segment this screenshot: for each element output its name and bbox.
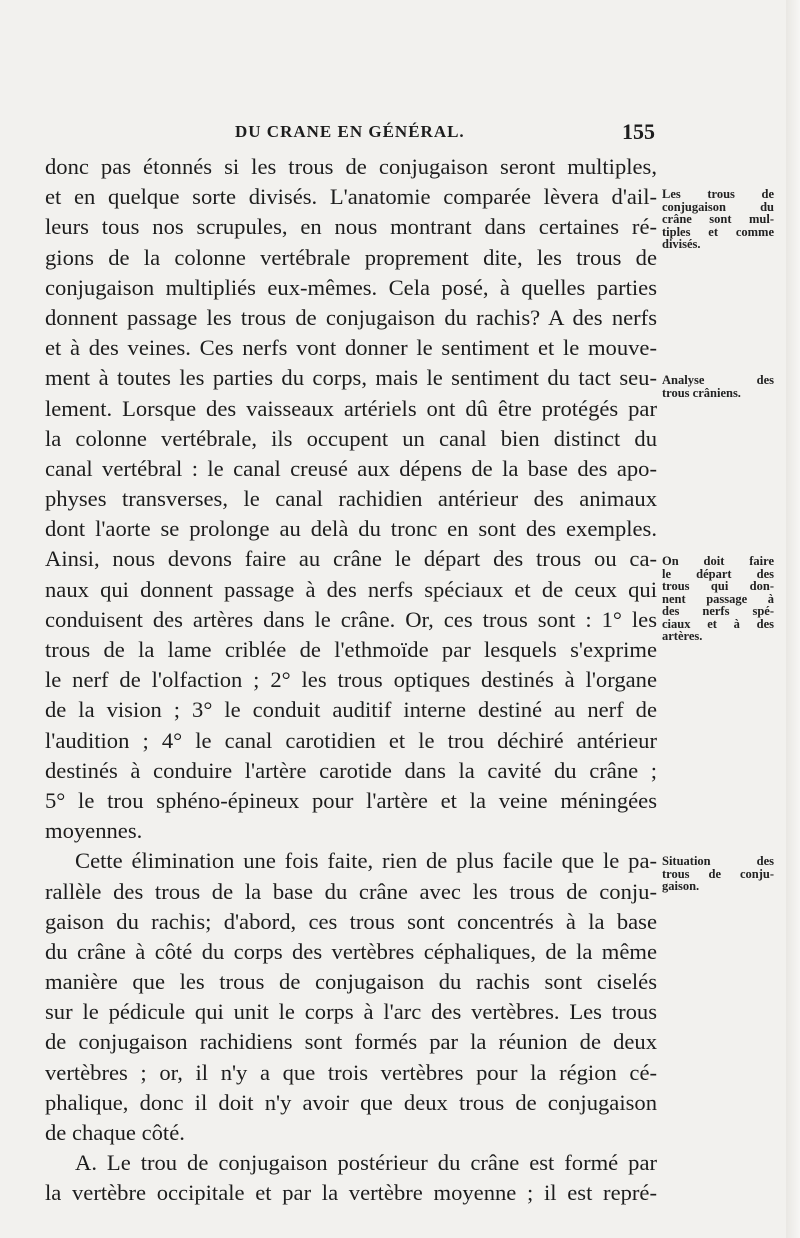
margin-note-line: nent passage à (662, 591, 774, 606)
text-line: sur le pédicule qui unit le corps à l'arc des vertèbres. Les trous (45, 999, 657, 1025)
body-text (45, 152, 657, 1209)
text-line: Cette élimination une fois faite, rien de plus facile que le pa- (75, 848, 657, 874)
text-line: A. Le trou de conjugaison postérieur du crâne est formé par (75, 1150, 657, 1176)
margin-note-line: ciaux et à des (662, 616, 774, 631)
margin-note-line: divisés. (662, 237, 701, 251)
text-line: ment à toutes les parties du corps, mais le sentiment du tact seu- (45, 365, 657, 391)
text-line: donc pas étonnés si les trous de conjugaison seront multiples, (45, 154, 657, 179)
margin-note-line: le départ des (662, 566, 774, 581)
text-line: dont l'aorte se prolonge au delà du tronc en sont des exemples. (45, 516, 657, 542)
margin-note-line: artères. (662, 629, 703, 643)
text-line: donnent passage les trous de conjugaison du rachis? A des nerfs (45, 304, 657, 330)
margin-note-line: Situation des (662, 854, 774, 868)
text-line: l'audition ; 4° le canal carotidien et le trou déchiré antérieur (45, 727, 657, 753)
text-line: la vertèbre occipitale et par la vertèbre moyenne ; il est repré- (45, 1180, 657, 1206)
margin-note-line: crâne sont mul- (662, 212, 774, 226)
text-line: phalique, donc il doit n'y avoir que deux trous de conjugaison (45, 1089, 657, 1115)
text-line: conduisent des artères dans le crâne. Or, ces trous sont : 1° les (45, 606, 657, 632)
margin-note-line: Analyse des (662, 373, 774, 387)
text-line: du crâne à côté du corps des vertèbres céphaliques, de la même (45, 938, 657, 964)
margin-note-line: On doit faire (662, 554, 774, 568)
text-line: naux qui donnent passage à des nerfs spéciaux et de ceux qui (45, 576, 657, 602)
text-line: le nerf de l'olfaction ; 2° les trous optiques destinés à l'organe (45, 667, 657, 693)
text-line: conjugaison multipliés eux-mêmes. Cela posé, à quelles parties (45, 274, 657, 300)
margin-note (662, 855, 774, 893)
text-line: Ainsi, nous devons faire au crâne le départ des trous ou ca- (45, 546, 657, 572)
page-edge (786, 0, 800, 1238)
margin-note (662, 188, 774, 251)
margin-note-line: trous crâniens. (662, 385, 741, 400)
text-line: rallèle des trous de la base du crâne avec les trous de conju- (45, 878, 657, 904)
margin-note-line: gaison. (662, 879, 700, 893)
text-line: 5° le trou sphéno-épineux pour l'artère et la veine méningées (45, 787, 657, 813)
text-line: destinés à conduire l'artère carotide dans la cavité du crâne ; (45, 757, 657, 783)
text-line: trous de la lame criblée de l'ethmoïde par lesquels s'exprime (45, 637, 657, 662)
margin-note (662, 374, 774, 399)
margin-note (662, 555, 774, 643)
margin-note-line: trous de conju- (662, 866, 774, 881)
text-line: de la vision ; 3° le conduit auditif interne destiné au nerf de (45, 697, 657, 723)
running-title: DU CRANE EN GÉNÉRAL. (235, 122, 465, 141)
text-line: et en quelque sorte divisés. L'anatomie comparée lèvera d'ail- (45, 184, 657, 210)
text-line: de chaque côté. (45, 1120, 185, 1145)
margin-note-line: trous qui don- (662, 579, 774, 593)
text-line: vertèbres ; or, il n'y a que trois vertèbres pour la région cé- (45, 1059, 657, 1085)
text-line: physes transverses, le canal rachidien antérieur des animaux (45, 486, 657, 512)
page-number: 155 (622, 119, 655, 144)
text-line: de conjugaison rachidiens sont formés par la réunion de deux (45, 1029, 657, 1055)
text-line: et à des veines. Ces nerfs vont donner le sentiment et le mouve- (45, 335, 657, 361)
text-line: manière que les trous de conjugaison du rachis sont ciselés (45, 969, 657, 995)
page-header (45, 119, 655, 148)
margin-note-line: des nerfs spé- (662, 604, 774, 618)
margin-note-line: tiples et comme (662, 224, 774, 239)
margin-note-line: Les trous de (662, 187, 774, 201)
text-line: moyennes. (45, 818, 143, 844)
text-line: lement. Lorsque des vaisseaux artériels ont dû être protégés par (45, 395, 657, 421)
text-line: gions de la colonne vertébrale proprement dite, les trous de (45, 244, 657, 270)
text-line: canal vertébral : le canal creusé aux dépens de la base des apo- (45, 455, 657, 481)
margin-note-line: conjugaison du (662, 199, 774, 214)
text-line: leurs tous nos scrupules, en nous montrant dans certaines ré- (45, 214, 657, 240)
text-line: gaison du rachis; d'abord, ces trous sont concentrés à la base (45, 908, 657, 934)
text-line: la colonne vertébrale, ils occupent un canal bien distinct du (45, 425, 657, 451)
